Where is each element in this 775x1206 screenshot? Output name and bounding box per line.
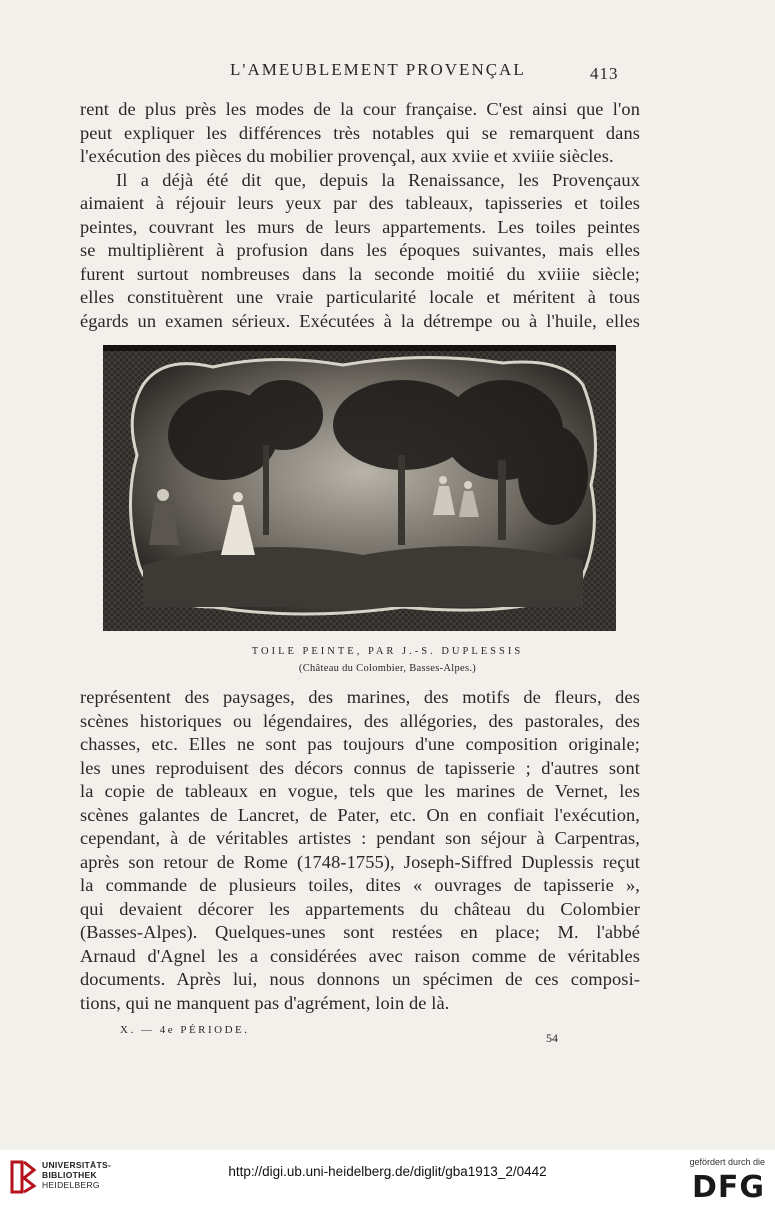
text-line: peintes, couvrant les murs de leurs appartements. Les toiles peintes <box>80 216 640 237</box>
text-line: aimaient à réjouir leurs yeux par des tableaux, tapisseries et toiles <box>80 193 640 213</box>
text-line: elles constituèrent une vraie particularité locale et méritent à tous <box>80 287 640 307</box>
funded-by-label: gefördert durch die <box>689 1157 765 1167</box>
text-line: tions, qui ne manquent pas d'agrément, loin de là. <box>80 992 450 1013</box>
paragraph-top <box>80 98 640 333</box>
sheet-number: 54 <box>546 1031 558 1045</box>
permalink-url[interactable]: http://digi.ub.uni-heidelberg.de/diglit/gba1913_2/0442 <box>228 1164 547 1179</box>
painting-illustration <box>103 345 616 631</box>
text-line: scènes historiques ou légendaires, des allégories, des pastorales, des <box>80 710 640 731</box>
figure-caption: TOILE PEINTE, PAR J.-S. DUPLESSIS <box>251 646 524 657</box>
text-line: l'exécution des pièces du mobilier provençal, aux xviie et xviiie siècles. <box>80 146 614 166</box>
running-title: L'AMEUBLEMENT PROVENÇAL <box>230 60 526 79</box>
text-line: représentent des paysages, des marines, des motifs de fleurs, des <box>80 687 640 707</box>
text-line: se multiplièrent à profusion dans les époques suivantes, mais elles <box>80 240 640 260</box>
text-line: (Basses-Alpes). Quelques-unes sont restées en place; M. l'abbé <box>80 922 640 942</box>
text-line: chasses, etc. Elles ne sont pas toujours d'une composition originale; <box>80 734 640 754</box>
text-line: furent surtout nombreuses dans la seconde moitié du xviiie siècle; <box>80 263 640 284</box>
digitization-footer <box>0 1150 775 1206</box>
text-line: Il a déjà été dit que, depuis la Renaissance, les Provençaux <box>116 169 640 190</box>
institution-name: UNIVERSITÄTS- BIBLIOTHEK HEIDELBERG <box>42 1160 112 1190</box>
text-line: les unes reproduisent des décors connus de tapisserie ; d'autres sont <box>80 757 640 778</box>
text-line: documents. Après lui, nous donnons un spécimen de ces composi- <box>80 969 640 989</box>
text-line: la copie de tableaux en vogue, tels que les marines de Vernet, les <box>80 781 640 801</box>
text-line: qui devaient décorer les appartements du château du Colombier <box>80 898 640 919</box>
text-line: Arnaud d'Agnel les a considérées avec raison comme de véritables <box>80 945 640 966</box>
text-line: cependant, à de véritables artistes : pendant son séjour à Carpentras, <box>80 828 640 848</box>
figure-subcaption: (Château du Colombier, Basses-Alpes.) <box>298 663 477 674</box>
printer-signature: X. — 4e PÉRIODE. <box>120 1024 250 1036</box>
dfg-logo: DFG <box>691 1170 765 1205</box>
paragraph-bottom <box>80 686 640 1015</box>
text-line: égards un examen sérieux. Exécutées à la détrempe ou à l'huile, elles <box>80 310 640 331</box>
text-line: la commande de plusieurs toiles, dites « ouvrages de tapisserie », <box>80 875 640 895</box>
painted-canvas-image <box>103 345 616 631</box>
text-line: scènes galantes de Lancret, de Pater, etc. On en confiait l'exécution, <box>80 804 640 825</box>
text-line: peut expliquer les différences très notables qui se remarquent dans <box>80 122 640 143</box>
text-line: après son retour de Rome (1748-1755), Joseph-Siffred Duplessis reçut <box>80 851 640 872</box>
page-number: 413 <box>590 64 619 83</box>
text-line: rent de plus près les modes de la cour française. C'est ainsi que l'on <box>80 99 640 119</box>
